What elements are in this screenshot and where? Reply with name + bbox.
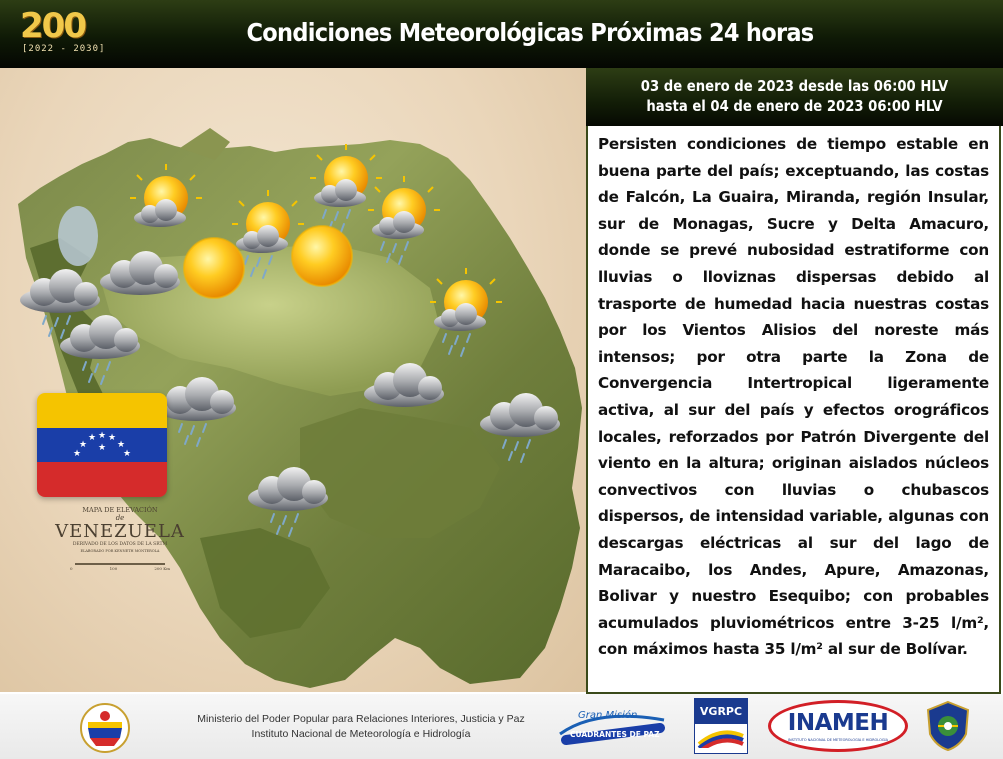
caption-de: de <box>115 514 125 522</box>
scale-label-200: 200 Km <box>154 566 170 571</box>
period-line-2: hasta el 04 de enero de 2023 06:00 HLV <box>646 97 943 115</box>
bicentennial-logo <box>16 6 126 62</box>
flag-yellow-band <box>37 393 167 428</box>
ministry-credits <box>196 712 526 742</box>
ministry-line-2: Instituto Nacional de Meteorología e Hidrología <box>251 728 471 740</box>
sun-icon <box>184 238 244 298</box>
inameh-subtitle: INSTITUTO NACIONAL DE METEOROLOGÍA E HIDROLOGÍA <box>788 738 888 742</box>
vgrpc-logo <box>694 698 748 754</box>
government-seal-icon <box>76 702 134 754</box>
logo-numerals: 200 <box>20 6 85 46</box>
flag-blue-band <box>37 428 167 462</box>
caption-country: VENEZUELA <box>55 521 185 542</box>
period-line-1: 03 de enero de 2023 desde las 06:00 HLV <box>640 77 949 95</box>
vgrpc-text: VGRPC <box>695 699 747 724</box>
forecast-text: Persisten condiciones de tiempo estable en buena parte del país; exceptuando, las costas de Falcón, La Guaira, Miranda, región Insular, sur de Monagas, Sucre y Delta Amacuro, donde se prevé nubosidad estratiforme con lluvias o lloviznas dispersas debido al trasporte de humedad hacia nuestras costas por los Vientos Alisios del noreste más intensos; por otra parte la Zona de Convergencia Intertropical ligeramente activa, al sur del país y efectos orográficos locales, reforzados por Patrón Divergente del viento en la altura; originan aislados núcleos convectivos con lluvias o chubascos dispersos, de intensidad variable, algunas con descargas eléctricas al sur del lago de Maracaibo, los Andes, Apure, Amazonas, Bolivar y nuestro Esequibo; con probables acumulados pluviométricos entre 3-25 l/m², con máximos hasta 35 l/m² al sur de Bolívar. <box>598 135 989 659</box>
gran-mision-line-1: Gran Misión <box>578 710 638 721</box>
caption-credit: ELABORADO POR KENNETH MONTEROLA <box>80 549 160 553</box>
inameh-wordmark: INAMEH <box>787 710 889 736</box>
scale-label-0: 0 <box>70 566 73 571</box>
caption-top: MAPA DE ELEVACIÓN <box>82 506 158 514</box>
gran-mision-line-2: CUADRANTES DE PAZ <box>570 730 660 739</box>
forecast-period <box>586 68 1003 126</box>
sun-icon <box>292 226 352 286</box>
flag-stars-icon <box>37 428 167 462</box>
shield-icon <box>926 700 970 752</box>
caption-subtitle: DERIVADO DE LOS DATOS DE LA SRTM <box>72 542 168 547</box>
logo-years: [2022 - 2030] <box>22 44 106 54</box>
inameh-logo <box>768 700 908 752</box>
map-caption <box>45 506 195 571</box>
vgrpc-flag-icon <box>695 724 747 748</box>
venezuela-map-svg <box>0 68 586 692</box>
ministry-line-1: Ministerio del Poder Popular para Relaciones Interiores, Justicia y Paz <box>197 713 525 725</box>
header-bar <box>0 0 1003 68</box>
svg-text:★: ★ <box>78 440 88 450</box>
svg-text:★: ★ <box>116 440 126 450</box>
svg-text:★: ★ <box>97 443 107 453</box>
flag-red-band <box>37 462 167 497</box>
forecast-panel <box>586 126 1001 694</box>
svg-text:★: ★ <box>72 449 82 459</box>
svg-text:★: ★ <box>107 433 117 443</box>
elevation-map <box>0 68 586 692</box>
footer-bar <box>0 694 1003 759</box>
scale-bar <box>75 563 165 565</box>
scale-labels <box>70 566 170 571</box>
page-title: Condiciones Meteorológicas Próximas 24 horas <box>246 18 814 47</box>
svg-text:★: ★ <box>97 431 107 441</box>
scale-label-100: 100 <box>109 566 118 571</box>
venezuela-flag <box>37 393 167 497</box>
svg-text:★: ★ <box>87 433 97 443</box>
svg-text:★: ★ <box>122 449 132 459</box>
gran-mision-logo <box>556 704 668 748</box>
